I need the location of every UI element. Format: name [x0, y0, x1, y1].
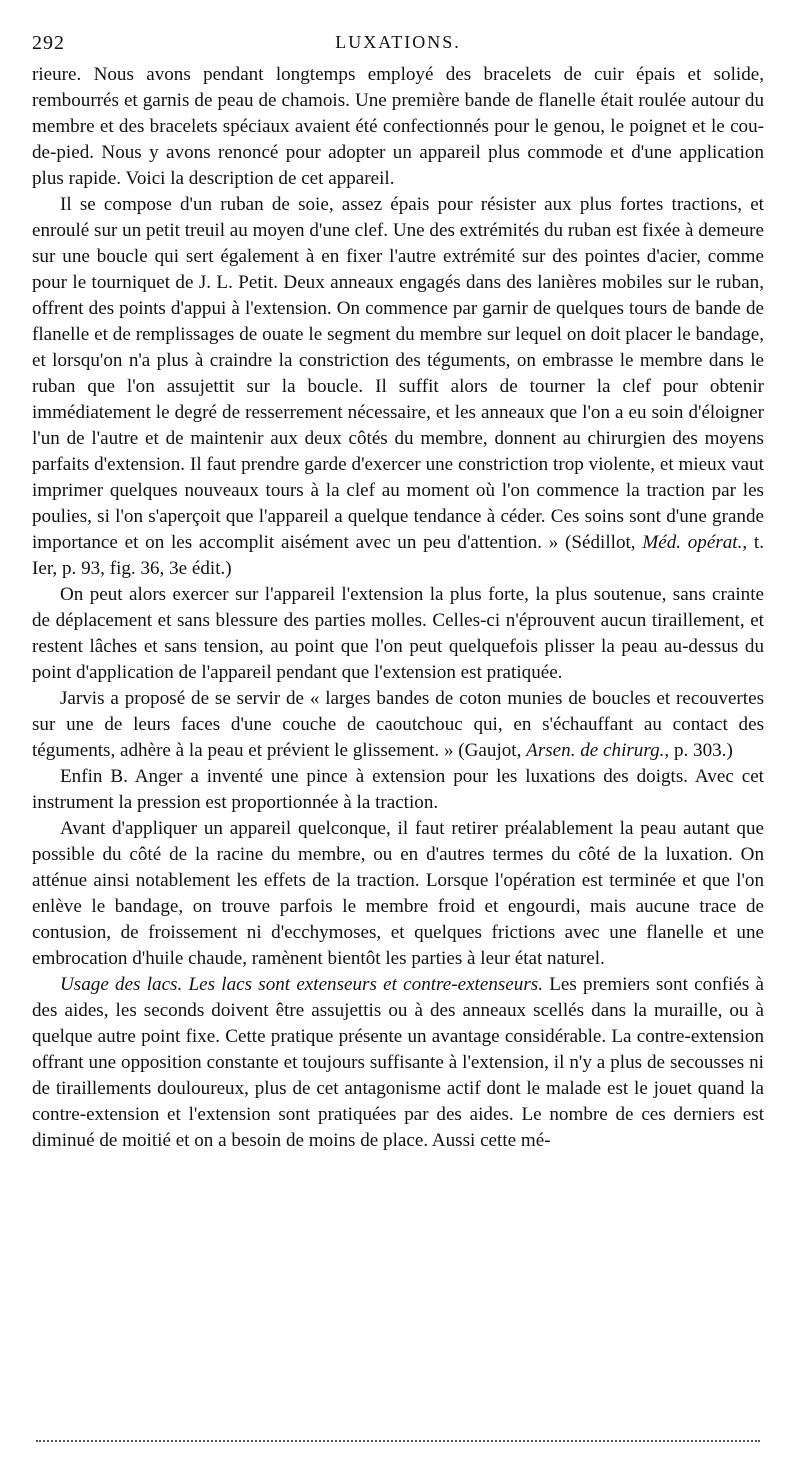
paragraph — [32, 192, 764, 582]
body-text — [32, 62, 764, 1154]
page-header — [32, 28, 764, 62]
text-segment: , t. Ier, p. 93, fig. 36, 3e édit.) — [32, 532, 764, 579]
paragraph — [32, 582, 764, 686]
footer-dotted-rule — [36, 1440, 760, 1442]
page-number: 292 — [32, 32, 65, 54]
paragraph — [32, 686, 764, 764]
paragraph — [32, 764, 764, 816]
text-segment: Enfin B. Anger a inventé une pince à extension pour les luxations des doigts. Avec cet instrument la pression est proportionnée à la traction. — [32, 766, 764, 813]
paragraph — [32, 972, 764, 1154]
italic-text: Usage des lacs. — [60, 974, 183, 995]
text-segment: Jarvis a proposé de se servir de « larges bandes de coton munies de boucles et recouvertes sur une de leurs faces d'une couche de caoutchouc qui, en s'échauffant au contact des téguments, adhère à la peau et prévient le glissement. » (Gaujot, — [32, 688, 764, 761]
text-segment: Avant d'appliquer un appareil quelconque, il faut retirer préalablement la peau autant que possible du côté de la racine du membre, ou en d'autres termes du côté de la luxation. On atténue ainsi notablement les effets de la traction. Lorsque l'opération est terminée et que l'on enlève le bandage, on trouve parfois le membre froid et engourdi, mais aucune trace de contusion, de froissement ni d'ecchymoses, et quelques frictions avec une flanelle et une embrocation d'huile chaude, ramènent bientôt les parties à leur état naturel. — [32, 818, 764, 969]
text-segment: Les premiers sont confiés à des aides, les seconds doivent être assujettis ou à des anneaux scellés dans la muraille, ou à quelque autre point fixe. Cette pratique présente un avantage considérable. La contre-extension offrant une opposition constante et toujours suffisante à l'extension, il n'y a plus de secousses ni de tiraillements douloureux, plus de cet antagonisme actif dont le malade est le jouet quand la contre-extension et l'extension sont pratiquées par des aides. Le nombre de ces derniers est diminué de moitié et on a besoin de moins de place. Aussi cette mé- — [32, 974, 764, 1151]
paragraph — [32, 816, 764, 972]
italic-text: Les lacs sont extenseurs et contre-extenseurs. — [188, 974, 543, 995]
italic-text: Méd. opérat. — [642, 532, 743, 553]
text-segment: Il se compose d'un ruban de soie, assez épais pour résister aux plus fortes tractions, et enroulé sur un petit treuil au moyen d'une clef. Une des extrémités du ruban est fixée à demeure sur une boucle qui sert également à en fixer l'autre extrémité sur des pointes d'acier, comme pour le tourniquet de J. L. Petit. Deux anneaux engagés dans des lanières mobiles sur le ruban, offrent des points d'appui à l'extension. On commence par garnir de quelques tours de bande de flanelle et de remplissages de ouate le segment du membre sur lequel on doit placer le bandage, et lorsqu'on n'a plus à craindre la constriction des téguments, on embrasse le membre dans le ruban que l'on assujettit sur la boucle. Il suffit alors de tourner la clef pour obtenir immédiatement le degré de resserrement nécessaire, et les anneaux que l'on a eu soin d'éloigner l'un de l'autre et de maintenir aux deux côtés du membre, donnent au chirurgien des moyens parfaits d'extension. Il faut prendre garde d'exercer une constriction trop violente, et mieux vaut imprimer quelques nouveaux tours à la clef au moment où l'on commence la traction par les poulies, si l'on s'aperçoit que l'appareil a quelque tendance à céder. Ces soins sont d'une grande importance et on les accomplit aisément avec un peu d'attention. » (Sédillot, — [32, 194, 764, 553]
text-segment: On peut alors exercer sur l'appareil l'extension la plus forte, la plus soutenue, sans crainte de déplacement et sans blessure des parties molles. Celles-ci n'éprouvent aucun tiraillement, et restent lâches et sans tension, au point que l'on peut quelquefois plisser la peau au-dessus du point d'application de l'appareil pendant que l'extension est pratiquée. — [32, 584, 764, 683]
text-segment: rieure. Nous avons pendant longtemps employé des bracelets de cuir épais et solide, rembourrés et garnis de peau de chamois. Une première bande de flanelle était roulée autour du membre et des bracelets spéciaux avaient été confectionnés pour le genou, le poignet et le cou-de-pied. Nous y avons renoncé pour adopter un appareil plus commode et d'une application plus rapide. Voici la description de cet appareil. — [32, 64, 764, 189]
paragraph — [32, 62, 764, 192]
text-segment: , p. 303.) — [664, 740, 733, 761]
italic-text: Arsen. de chirurg. — [526, 740, 665, 761]
running-title: LUXATIONS. — [335, 32, 461, 52]
